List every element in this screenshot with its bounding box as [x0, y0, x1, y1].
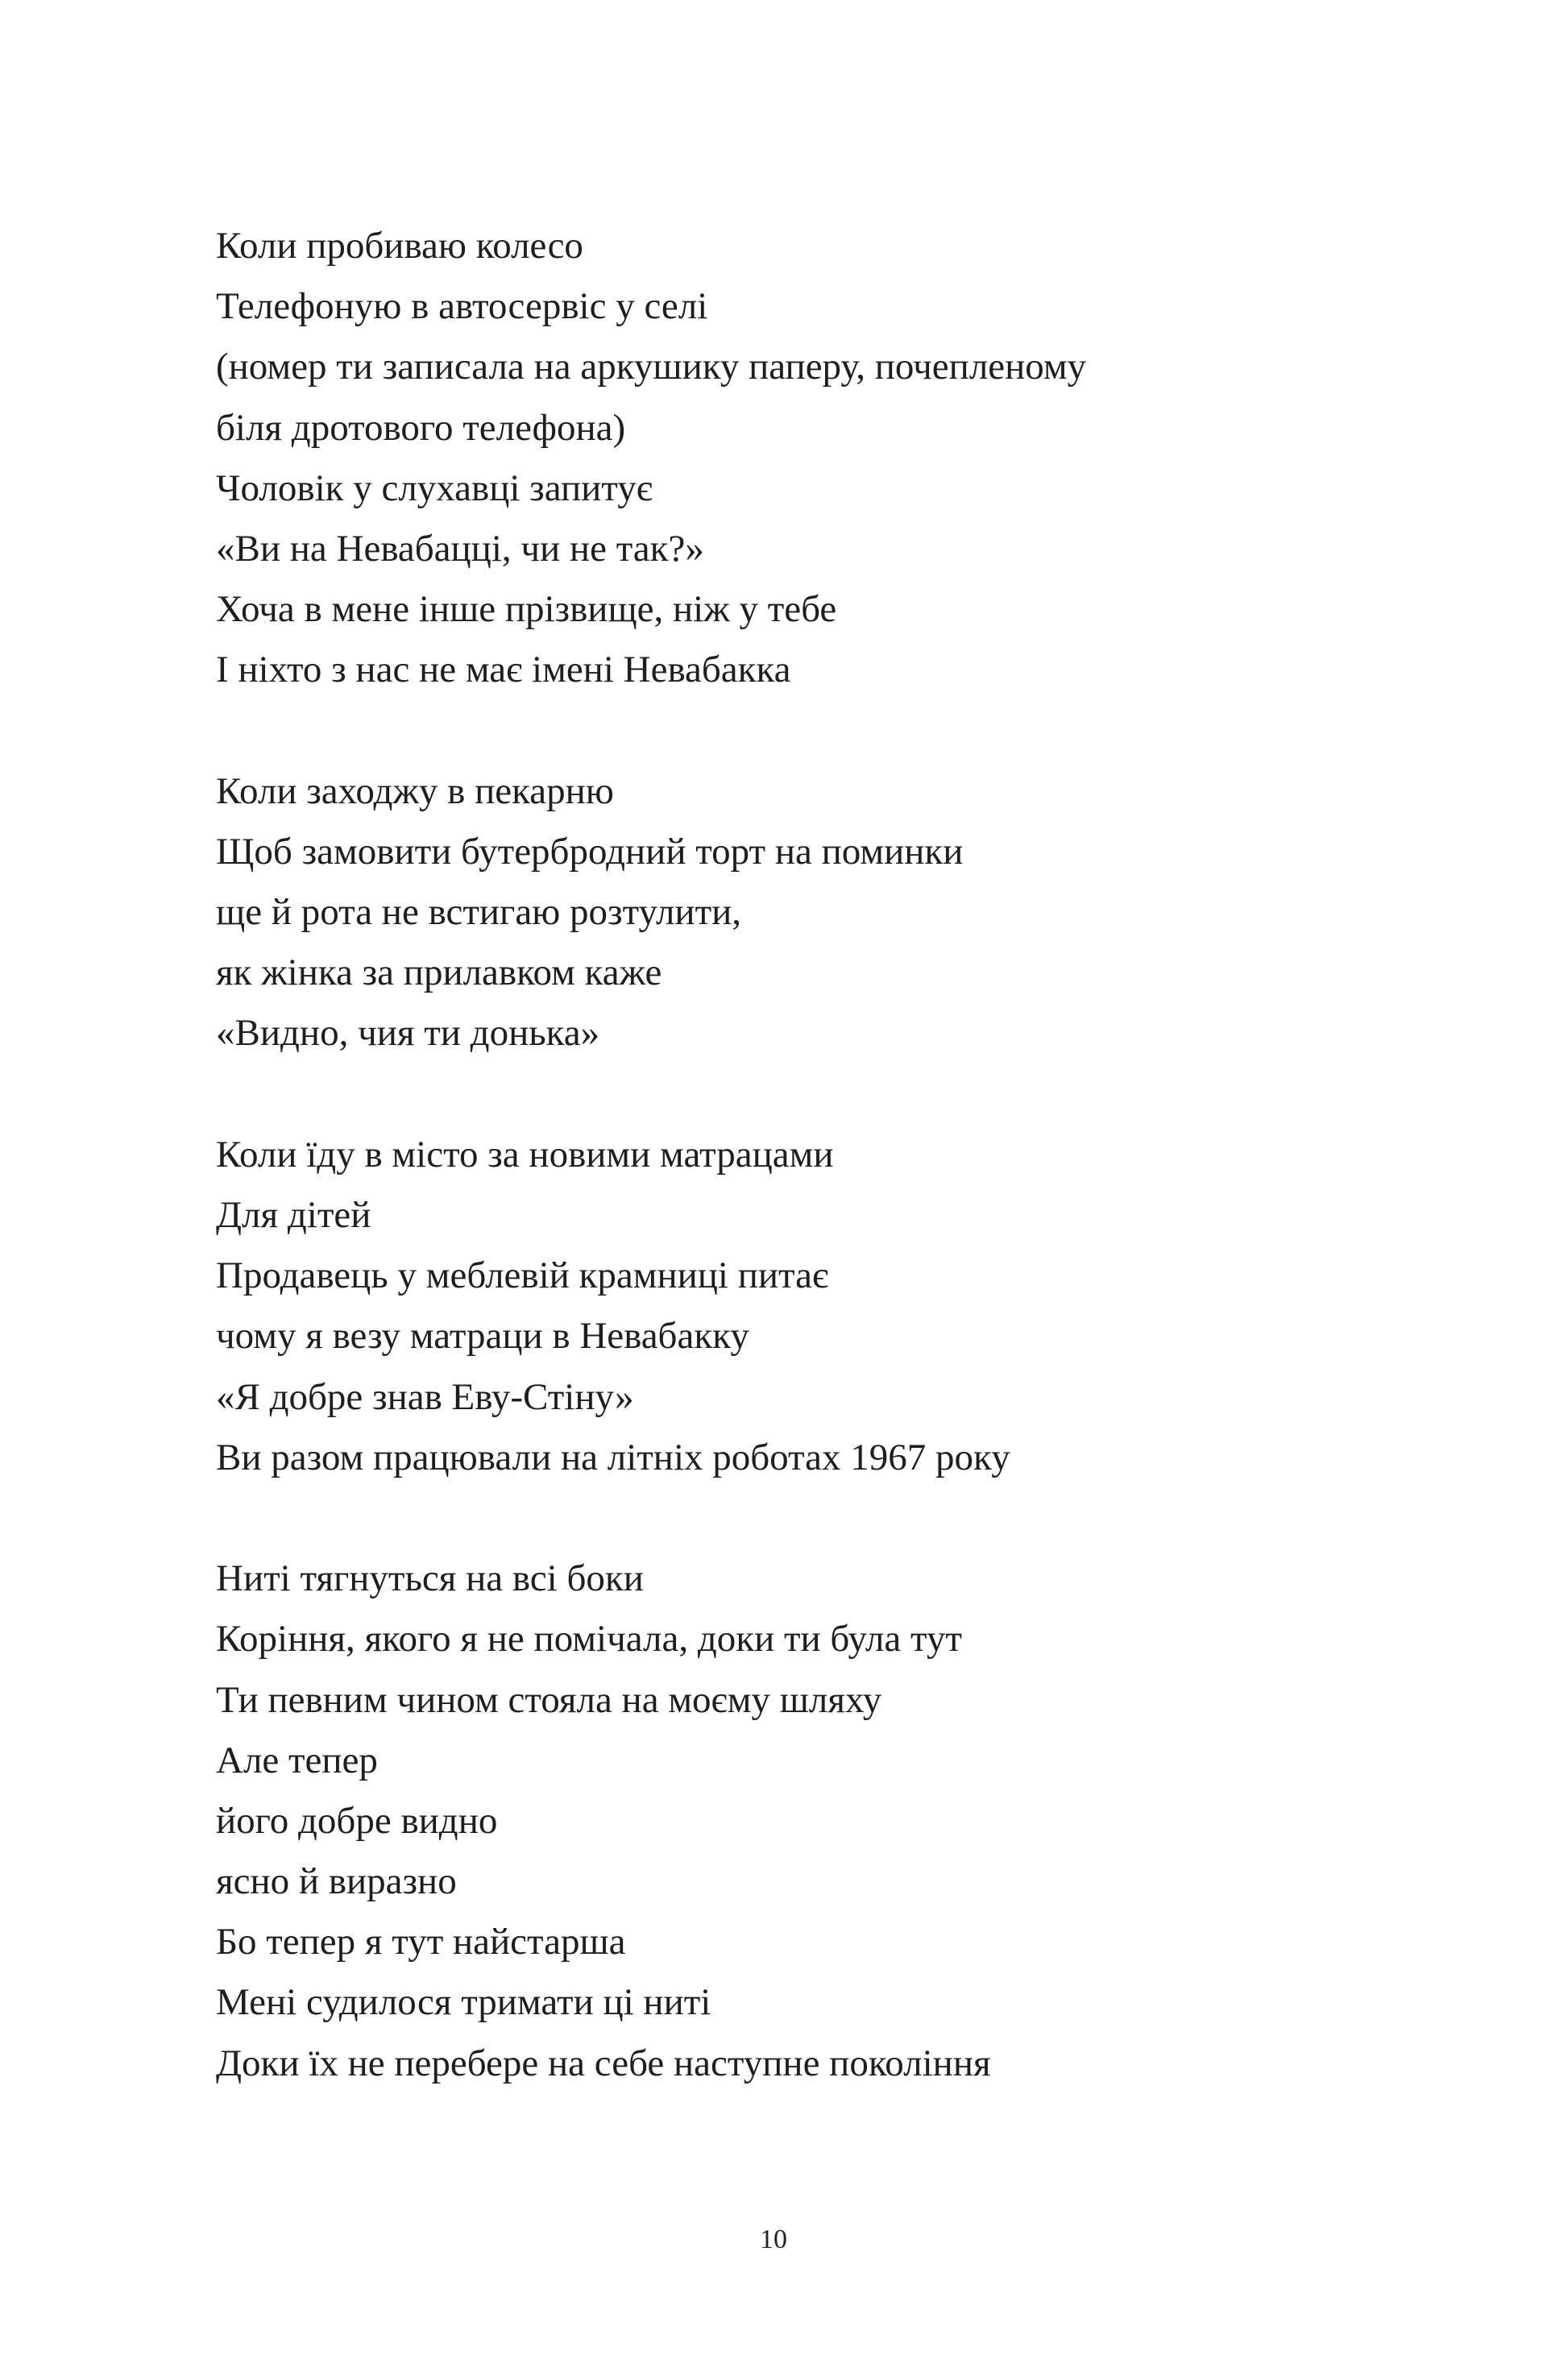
poem-body: [216, 216, 1425, 2094]
poem-line: Щоб замовити бутербродний торт на поминки: [216, 830, 964, 873]
poem-line: як жінка за прилавком каже: [216, 952, 662, 994]
poem-line: Коріння, якого я не помічала, доки ти була тут: [216, 1618, 963, 1661]
poem-line: біля дротового телефона): [216, 406, 626, 449]
poem-line: «Я добре знав Еву-Стіну»: [216, 1375, 634, 1418]
poem-line: Ти певним чином стояла на моєму шляху: [216, 1678, 882, 1721]
stanza: [216, 216, 1425, 701]
poem-line: Хоча в мене інше прізвище, ніж у тебе: [216, 588, 837, 631]
poem-line: «Ви на Невабацці, чи не так?»: [216, 527, 704, 570]
stanza: [216, 1125, 1425, 1488]
poem-line: Телефоную в автосервіс у селі: [216, 285, 708, 328]
stanza: [216, 761, 1425, 1064]
poem-line: Коли їду в місто за новими матрацами: [216, 1133, 834, 1175]
poem-line: Чоловік у слухавці запитує: [216, 466, 653, 509]
poem-line: Продавець у меблевій крамниці питає: [216, 1254, 829, 1297]
stanza: [216, 1549, 1425, 2094]
poem-line: його добре видно: [216, 1799, 498, 1842]
poem-line: І ніхто з нас не має імені Невабакка: [216, 649, 791, 691]
poem-line: Для дітей: [216, 1194, 371, 1236]
poem-line: Бо тепер я тут найстарша: [216, 1921, 626, 1963]
page-number: 10: [760, 2225, 787, 2254]
poem-line: ще й рота не встигаю розтулити,: [216, 891, 742, 934]
poem-line: ясно й виразно: [216, 1860, 457, 1903]
poem-line: (номер ти записала на аркушику паперу, почепленому: [216, 346, 1087, 388]
poem-line: Доки їх не перебере на себе наступне покоління: [216, 2042, 991, 2084]
poem-line: Ви разом працювали на літніх роботах 1967 року: [216, 1436, 1010, 1478]
poem-line: Коли заходжу в пекарню: [216, 769, 614, 812]
poem-line: Мені судилося тримати ці ниті: [216, 1981, 711, 2024]
poem-line: Коли пробиваю колесо: [216, 225, 583, 267]
poem-line: чому я везу матраци в Невабакку: [216, 1315, 749, 1358]
poem-line: «Видно, чия ти донька»: [216, 1012, 600, 1055]
poem-line: Ниті тягнуться на всі боки: [216, 1557, 644, 1600]
poem-line: Але тепер: [216, 1739, 378, 1781]
